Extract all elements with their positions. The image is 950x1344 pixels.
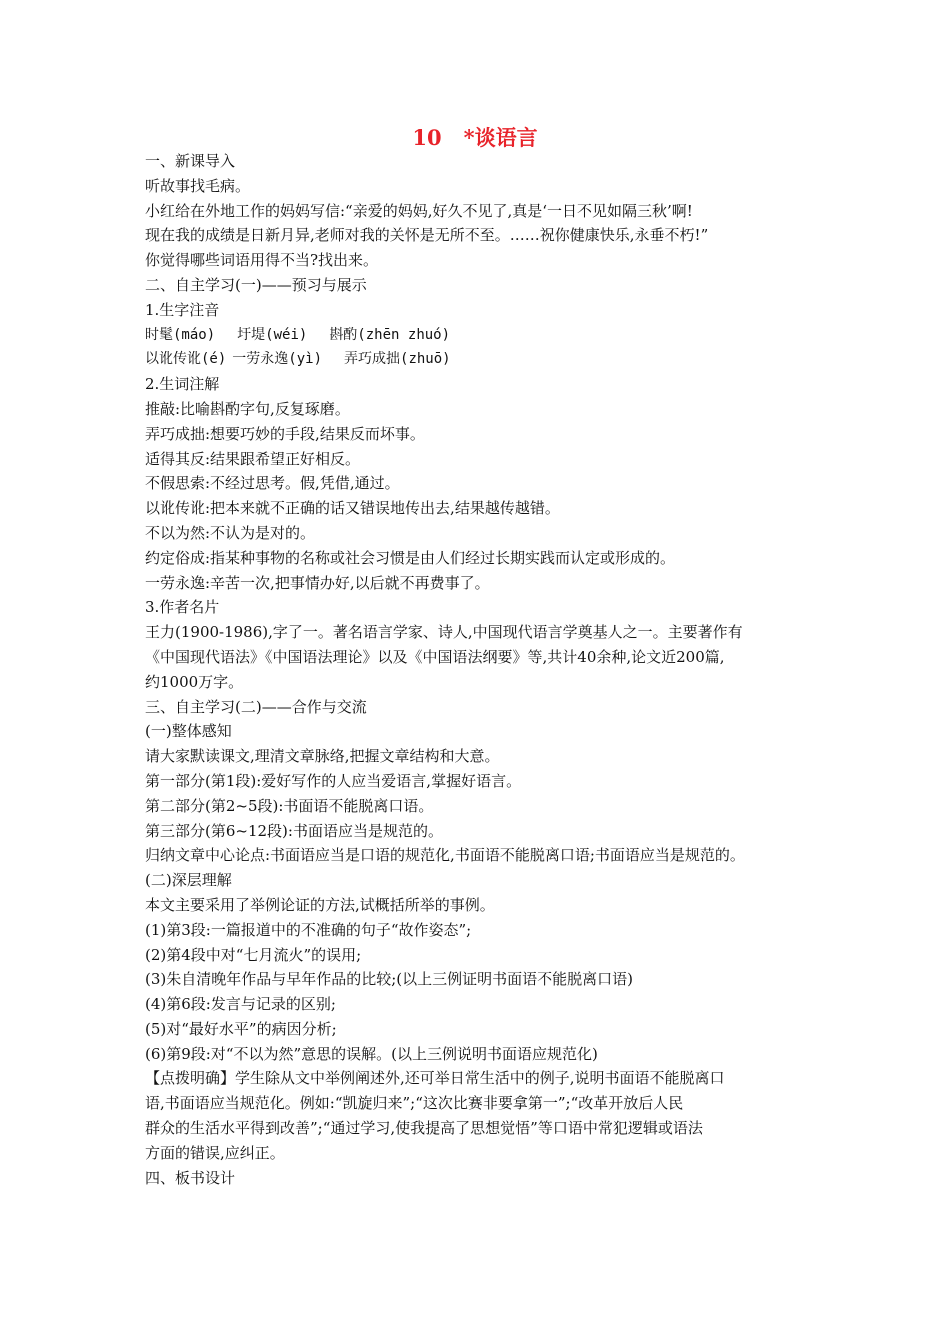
subsection-heading: 2.生词注解 — [145, 375, 220, 394]
text-line: 群众的生活水平得到改善”;“通过学习,使我提高了思想觉悟”等口语中常犯逻辑或语法 — [145, 1119, 703, 1138]
text-line: (3)朱自清晚年作品与早年作品的比较;(以上三例证明书面语不能脱离口语) — [145, 970, 634, 989]
subsection-heading: (一)整体感知 — [145, 722, 232, 741]
pronunciation-row — [145, 323, 835, 348]
text-line: 本文主要采用了举例论证的方法,试概括所举的事例。 — [145, 895, 495, 914]
text-line: 第二部分(第2~5段):书面语不能脱离口语。 — [145, 796, 434, 815]
section-heading: 二、自主学习(一)——预习与展示 — [145, 275, 367, 294]
text-line: 请大家默读课文,理清文章脉络,把握文章结构和大意。 — [145, 747, 500, 766]
page-title — [0, 124, 950, 152]
section-heading: 四、板书设计 — [145, 1168, 236, 1187]
document-body — [145, 149, 835, 1190]
pronunciation-item: 弄巧成拙(zhuō) — [344, 351, 451, 368]
lesson-number: 10 — [412, 125, 442, 150]
text-line: 语,书面语应当规范化。例如:“凯旋归来”;“这次比赛非要拿第一”;“改革开放后人民 — [145, 1094, 684, 1113]
text-line: (6)第9段:对“不以为然”意思的误解。(以上三例说明书面语应规范化) — [145, 1044, 598, 1063]
text-line: 现在我的成绩是日新月异,老师对我的关怀是无所不至。……祝你健康快乐,永垂不朽!” — [145, 226, 709, 245]
vocabulary-item: 一劳永逸:辛苦一次,把事情办好,以后就不再费事了。 — [145, 573, 490, 592]
text-line: 《中国现代语法》《中国语法理论》以及《中国语法纲要》等,共计40余种,论文近200篇, — [145, 647, 725, 666]
subsection-heading: 1.生字注音 — [145, 300, 220, 319]
text-line: 【点拨明确】学生除从文中举例阐述外,还可举日常生活中的例子,说明书面语不能脱离口 — [145, 1069, 725, 1088]
vocabulary-item: 不以为然:不认为是对的。 — [145, 523, 316, 542]
vocabulary-item: 推敲:比喻斟酌字句,反复琢磨。 — [145, 399, 350, 418]
pronunciation-item: 一劳永逸(yì) — [232, 351, 323, 368]
section-heading: 一、新课导入 — [145, 152, 236, 170]
subsection-heading: 3.作者名片 — [145, 598, 220, 617]
text-line: 第一部分(第1段):爱好写作的人应当爱语言,掌握好语言。 — [145, 771, 522, 790]
vocabulary-item: 不假思索:不经过思考。假,凭借,通过。 — [145, 474, 400, 493]
text-line: 王力(1900-1986),字了一。著名语言学家、诗人,中国现代语言学奠基人之一。主要著作有 — [145, 623, 743, 642]
text-line: 你觉得哪些词语用得不当?找出来。 — [145, 251, 379, 270]
pronunciation-item: 时髦(máo) — [145, 326, 216, 343]
text-line: 方面的错误,应纠正。 — [145, 1143, 285, 1162]
pronunciation-row — [145, 347, 835, 372]
pronunciation-item: 以讹传讹(é) — [145, 351, 227, 368]
subsection-heading: (二)深层理解 — [145, 871, 232, 890]
text-line: (2)第4段中对“七月流火”的误用; — [145, 945, 362, 964]
text-line: (1)第3段:一篇报道中的不准确的句子“故作姿态”; — [145, 920, 472, 939]
vocabulary-item: 适得其反:结果跟希望正好相反。 — [145, 449, 361, 468]
vocabulary-item: 以讹传讹:把本来就不正确的话又错误地传出去,结果越传越错。 — [145, 499, 560, 518]
text-line: 小红给在外地工作的妈妈写信:“亲爱的妈妈,好久不见了,真是‘一日不见如隔三秋’啊! — [145, 201, 693, 220]
text-line: 第三部分(第6~12段):书面语应当是规范的。 — [145, 821, 443, 840]
section-heading: 三、自主学习(二)——合作与交流 — [145, 697, 367, 716]
pronunciation-item: 斟酌(zhēn zhuó) — [329, 326, 451, 343]
vocabulary-item: 弄巧成拙:想要巧妙的手段,结果反而坏事。 — [145, 424, 425, 443]
text-line: 归纳文章中心论点:书面语应当是口语的规范化,书面语不能脱离口语;书面语应当是规范的。 — [145, 846, 745, 865]
text-line: (4)第6段:发言与记录的区别; — [145, 995, 336, 1014]
text-line: (5)对“最好水平”的病因分析; — [145, 1019, 337, 1038]
lesson-title: *谈语言 — [463, 125, 538, 150]
vocabulary-item: 约定俗成:指某种事物的名称或社会习惯是由人们经过长期实践而认定或形成的。 — [145, 548, 676, 567]
text-line: 约1000万字。 — [145, 672, 244, 691]
text-line: 听故事找毛病。 — [145, 176, 251, 195]
pronunciation-item: 圩堤(wéi) — [237, 326, 308, 343]
